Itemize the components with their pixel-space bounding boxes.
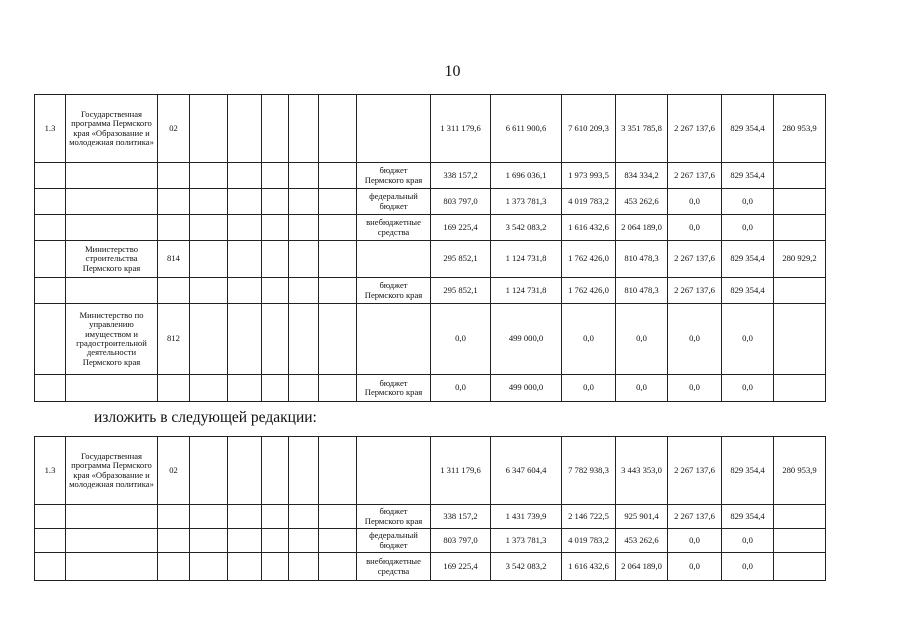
table-cell: 338 157,2 [431,505,491,529]
table-cell [289,375,319,402]
table-cell: федеральный бюджет [357,189,431,215]
table-cell [35,215,66,241]
table-cell: внебюджетные средства [357,553,431,581]
table-cell [190,241,228,278]
table-cell: 0,0 [668,189,722,215]
table-cell [66,375,158,402]
table-cell [262,95,289,163]
table-cell: 0,0 [562,304,616,375]
table-row [35,189,826,215]
table-cell [35,241,66,278]
table-cell: 0,0 [722,553,774,581]
table-cell [66,215,158,241]
table-row [35,375,826,402]
table-cell [289,163,319,189]
table-cell: 3 542 083,2 [491,553,562,581]
table-cell [66,189,158,215]
table-cell [774,304,826,375]
table-cell: 1 762 426,0 [562,278,616,304]
table-cell: 1 124 731,8 [491,241,562,278]
table-cell: 803 797,0 [431,189,491,215]
table-cell: 3 542 083,2 [491,215,562,241]
table-cell [190,189,228,215]
table-cell: 810 478,3 [616,278,668,304]
table-cell: бюджет Пермского края [357,163,431,189]
table-cell [158,553,190,581]
amendment-heading: изложить в следующей редакции: [94,409,317,426]
table-cell: 829 354,4 [722,95,774,163]
table-cell: 453 262,6 [616,189,668,215]
table-cell [190,375,228,402]
page-number: 10 [444,63,461,80]
table-cell [228,163,262,189]
table-cell: 0,0 [431,304,491,375]
table-row [35,505,826,529]
table-cell [289,505,319,529]
table-cell [158,505,190,529]
table-cell [319,375,357,402]
table-cell [35,304,66,375]
table-cell [774,215,826,241]
table-cell: 2 267 137,6 [668,95,722,163]
table-cell: 453 262,6 [616,529,668,553]
table-cell [289,95,319,163]
table-cell [262,189,289,215]
table-cell [158,375,190,402]
table-cell: 2 064 189,0 [616,553,668,581]
old-budget-table [34,94,826,402]
table-cell [319,529,357,553]
table-cell: 2 064 189,0 [616,215,668,241]
table-cell: 169 225,4 [431,215,491,241]
table-cell [66,163,158,189]
table-cell: 812 [158,304,190,375]
table-cell [228,189,262,215]
table-cell: 834 334,2 [616,163,668,189]
table-cell [774,529,826,553]
table-cell [190,553,228,581]
table-cell: 0,0 [668,304,722,375]
table-cell: 1 762 426,0 [562,241,616,278]
table-cell [357,241,431,278]
table-cell: 280 953,9 [774,437,826,505]
table-cell: 0,0 [616,304,668,375]
table-row [35,241,826,278]
table-cell [289,437,319,505]
table-cell: 0,0 [668,529,722,553]
table-cell [66,553,158,581]
table-cell [228,529,262,553]
table-cell [262,505,289,529]
table-cell: 2 267 137,6 [668,437,722,505]
table-cell: 803 797,0 [431,529,491,553]
table-cell [66,505,158,529]
table-cell [228,553,262,581]
table-cell: 1 373 781,3 [491,529,562,553]
table-cell [289,215,319,241]
table-cell [262,278,289,304]
table-cell: 4 019 783,2 [562,529,616,553]
table-cell [357,437,431,505]
table-cell [35,553,66,581]
table-cell: 1 616 432,6 [562,215,616,241]
table-row [35,163,826,189]
table-cell [35,278,66,304]
table-cell: 829 354,4 [722,241,774,278]
table-cell [289,189,319,215]
table-cell [228,304,262,375]
table-cell: 0,0 [616,375,668,402]
table-cell: 6 347 604,4 [491,437,562,505]
table-row [35,553,826,581]
table-cell: 2 267 137,6 [668,241,722,278]
table-cell [66,278,158,304]
table-cell [319,95,357,163]
table-cell: бюджет Пермского края [357,505,431,529]
table-cell: 7 782 938,3 [562,437,616,505]
table-cell: 0,0 [722,529,774,553]
table-cell [262,437,289,505]
table-cell: 0,0 [431,375,491,402]
table-cell: 02 [158,437,190,505]
table-cell [190,505,228,529]
table-cell: 4 019 783,2 [562,189,616,215]
table-cell: бюджет Пермского края [357,278,431,304]
table-cell: 925 901,4 [616,505,668,529]
table-cell: 2 146 722,5 [562,505,616,529]
table-cell [190,95,228,163]
table-cell [289,278,319,304]
table-row [35,95,826,163]
table-cell: 0,0 [722,304,774,375]
table-cell [158,163,190,189]
table-cell: 1.3 [35,95,66,163]
table-row [35,215,826,241]
table-cell [228,241,262,278]
table-cell: 814 [158,241,190,278]
table-cell: 1 311 179,6 [431,95,491,163]
table-cell [228,437,262,505]
table-cell: 1 373 781,3 [491,189,562,215]
table-cell [319,304,357,375]
table-cell: 2 267 137,6 [668,505,722,529]
table-cell: 3 443 353,0 [616,437,668,505]
table-cell: 0,0 [722,215,774,241]
table-cell: Государственная программа Пермского края «Образование и молодежная политика» [66,95,158,163]
table-cell [289,241,319,278]
table-cell: 2 267 137,6 [668,163,722,189]
table-cell [774,505,826,529]
table-cell: Министерство по управлению имуществом и градостроительной деятельности Пермского края [66,304,158,375]
table-cell [262,304,289,375]
table-cell [35,375,66,402]
table-cell [262,163,289,189]
table-cell [774,189,826,215]
table-cell [228,375,262,402]
table-cell: 6 611 900,6 [491,95,562,163]
table-cell [35,529,66,553]
table-cell [319,215,357,241]
table-cell [262,241,289,278]
table-cell: 829 354,4 [722,278,774,304]
table-cell [319,437,357,505]
table-cell [190,304,228,375]
table-cell: внебюджетные средства [357,215,431,241]
table-cell [228,505,262,529]
table-cell [158,529,190,553]
table-cell [158,189,190,215]
table-cell: 829 354,4 [722,505,774,529]
table-cell: 0,0 [668,215,722,241]
table-cell [228,215,262,241]
table-cell: 0,0 [722,189,774,215]
table-cell: 295 852,1 [431,241,491,278]
table-cell: 0,0 [668,375,722,402]
table-cell: 1 696 036,1 [491,163,562,189]
table-cell: 1 431 739,9 [491,505,562,529]
table-cell [262,375,289,402]
table-cell: 810 478,3 [616,241,668,278]
table-cell [190,437,228,505]
table-row [35,529,826,553]
table-cell [158,215,190,241]
table-cell: 295 852,1 [431,278,491,304]
table-cell [35,189,66,215]
table-cell [357,95,431,163]
table-cell: федеральный бюджет [357,529,431,553]
table-cell [66,529,158,553]
table-cell: бюджет Пермского края [357,375,431,402]
new-budget-table [34,436,826,581]
table-cell: 1.3 [35,437,66,505]
table-cell [35,505,66,529]
table-cell: 499 000,0 [491,304,562,375]
table-cell [289,529,319,553]
table-row [35,437,826,505]
table-cell: 829 354,4 [722,437,774,505]
table-cell [357,304,431,375]
table-cell [228,95,262,163]
table-cell: 02 [158,95,190,163]
table-cell [319,505,357,529]
table-cell: Государственная программа Пермского края «Образование и молодежная политика» [66,437,158,505]
table-cell [319,241,357,278]
table-cell: 1 973 993,5 [562,163,616,189]
table-cell: 280 953,9 [774,95,826,163]
table-cell: 338 157,2 [431,163,491,189]
table-cell: 829 354,4 [722,163,774,189]
table-row [35,278,826,304]
table-cell [190,529,228,553]
table-cell [774,278,826,304]
table-cell [319,189,357,215]
table-cell [774,553,826,581]
table-cell [190,215,228,241]
table-cell [190,163,228,189]
table-cell: 280 929,2 [774,241,826,278]
table-cell: 3 351 785,8 [616,95,668,163]
table-cell [774,375,826,402]
table-cell [774,163,826,189]
table-row [35,304,826,375]
table-cell [35,163,66,189]
table-cell [319,553,357,581]
table-cell [262,529,289,553]
table-cell: 0,0 [562,375,616,402]
table-cell: 169 225,4 [431,553,491,581]
table-cell: Министерство строительства Пермского края [66,241,158,278]
table-cell [289,304,319,375]
table-cell: 2 267 137,6 [668,278,722,304]
table-cell [190,278,228,304]
table-cell: 1 616 432,6 [562,553,616,581]
table-cell [319,163,357,189]
table-cell: 0,0 [668,553,722,581]
table-cell: 499 000,0 [491,375,562,402]
table-cell: 1 124 731,8 [491,278,562,304]
table-cell [319,278,357,304]
table-cell: 1 311 179,6 [431,437,491,505]
table-cell: 7 610 209,3 [562,95,616,163]
table-cell: 0,0 [722,375,774,402]
table-cell [262,215,289,241]
table-cell [158,278,190,304]
table-cell [262,553,289,581]
table-cell [228,278,262,304]
table-cell [289,553,319,581]
